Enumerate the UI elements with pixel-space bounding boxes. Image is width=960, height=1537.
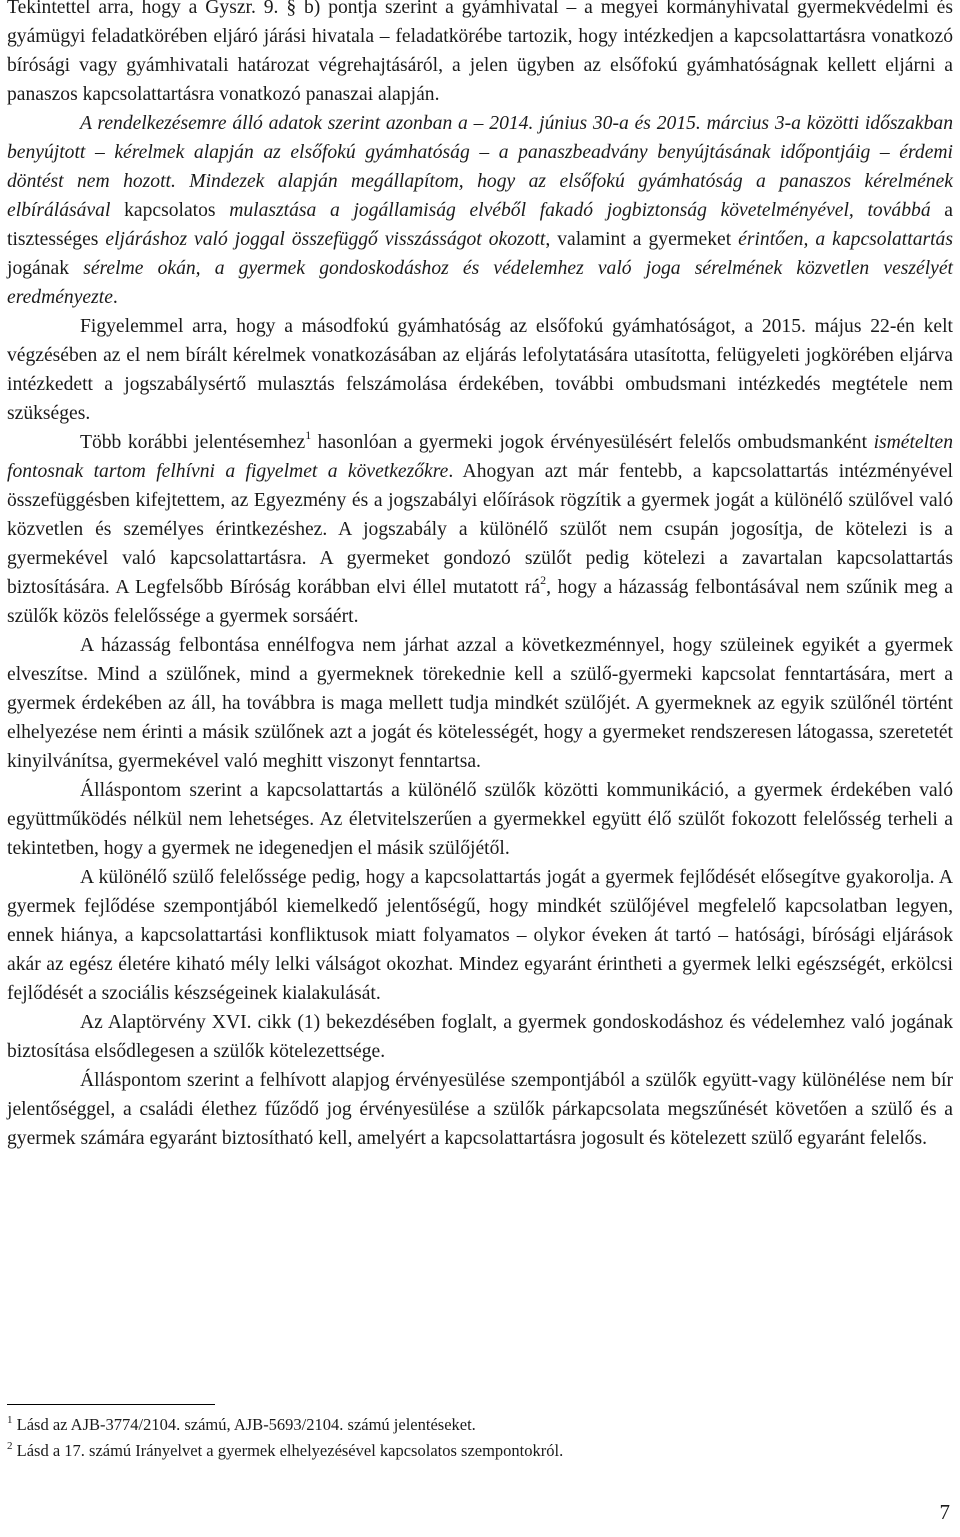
p4-italic-c: ismételten fontosnak tartom felhívni a figyelmet a következőkre xyxy=(7,432,953,482)
paragraph-5: A házasság felbontása ennélfogva nem járhat azzal a következménnyel, hogy szüleinek egyikét a gyermek elveszítse. Mind a szülőnek, mind a gyermeknek törekednie kell a szülő-gyermeki kapcsolat fenntartására, mert a gyermek érdekében az áll, ha továbbra is maga mellett tudja mindkét szülőjét. A gyermeknek az egyik szülőnél történt elhelyezése nem érinti a másik szülőnek azt a jogát és kötelességét, hogy a gyermeket rendszeresen látogassa, szeretetét kinyilvánítsa, gyermekével való meghitt viszonyt fenntartsa. xyxy=(7,635,953,772)
footnote-2 xyxy=(7,1438,953,1464)
paragraph-6: Álláspontom szerint a kapcsolattartás a különélő szülők közötti kommunikáció, a gyermek érdekében való együttműködés nélkül nem lehetséges. Az életvitelszerűen a gyermekkel együtt élő szülőt fokozott felelősség terheli a tekintetben, hogy a gyermek ne idegenedjen el másik szülőjétől. xyxy=(7,780,953,859)
document-body xyxy=(7,0,953,1153)
footnote-1 xyxy=(7,1412,953,1438)
p4-text-e: , hogy a házasság felbontásával nem szűnik meg a szülők közös felelőssége a gyermek sorsáért. xyxy=(7,577,953,627)
footnote-number: 2 xyxy=(7,1440,13,1452)
footnote-text: Lásd az AJB-3774/2104. számú, AJB-5693/2104. számú jelentéseket. xyxy=(12,1415,476,1434)
paragraph-2 xyxy=(7,109,953,312)
p2-text-j: jogának xyxy=(7,258,84,279)
p2-italic-g: eljáráshoz való joggal összefüggő visszásságot okozott xyxy=(105,229,546,250)
p2-text-c: Mindezek alapján megállapítom, hogy az elsőfokú gyámhatóság a panaszos kérelmének elbírálásával xyxy=(7,171,954,221)
footnote-separator xyxy=(7,1404,215,1405)
footnote-ref-2[interactable]: 2 xyxy=(540,573,547,587)
footnote-text: Lásd a 17. számú Irányelvet a gyermek elhelyezésével kapcsolatos szempontokról. xyxy=(12,1441,564,1460)
paragraph-7: A különélő szülő felelőssége pedig, hogy a kapcsolattartás jogát a gyermek fejlődését elősegítve gyakorolja. A gyermek fejlődése szempontjából kiemelkedő jelentőségű, hogy mindkét szülőjével megfelelő kapcsolatban legyen, ennek hiánya, a kapcsolattartási konfliktusok miatt folyamatos – olykor éveken át tartó – hatósági, bírósági eljárások akár az egész életére kiható mély lelki válságot okozhat. Mindez egyaránt érintheti a gyermek lelki egészségét, erkölcsi fejlődését a szociális készségeinek kialakulását. xyxy=(7,867,953,1004)
p2-italic-i: érintően, a kapcsolattartás xyxy=(738,229,953,250)
paragraph-4 xyxy=(7,428,953,631)
p2-italic-a: A rendelkezésemre álló adatok szerint azonban a – 2014. június 30-a és 2015. március 3-a közötti időszakban benyújtott – kérelmek alapján az elsőfokú gyámhatóság – a pana xyxy=(7,113,953,163)
p4-text-b: hasonlóan a gyermeki jogok érvényesülésért felelős ombudsmanként xyxy=(311,432,874,453)
p4-text-d: . Ahogyan azt már fentebb, a kapcsolattartás intézményével összefüggésben kifejtettem, az Egyezmény és a jogszabályi előírások rögzítik a gyermek jogát a különélő szülővel való közvetlen és személyes érintkezéshez. A jogszabály a különélő szülőt nem csupán jogosítja, de kötelezi is a gyermekével való kapcsolattartásra. A gyermeket gondozó szülőt pedig kötelezi a zavartalan kapcsolattartás biztosítására. A Legfelsőbb Bíróság korábban elvi éllel mutatott rá xyxy=(7,461,953,598)
p2-text-d: kapcsolatos xyxy=(124,200,230,221)
paragraph-3: Figyelemmel arra, hogy a másodfokú gyámhatóság az elsőfokú gyámhatóságot, a 2015. május 22-én kelt végzésében az el nem bírált kérelmek vonatkozásában az eljárás lefolytatására utasította, felügyeleti jogkörében eljárva intézkedett a jogszabálysértő mulasztás felszámolása érdekében, további ombudsmani intézkedés megtétele nem szükséges. xyxy=(7,316,953,424)
paragraph-8: Az Alaptörvény XVI. cikk (1) bekezdésében foglalt, a gyermek gondoskodáshoz és védelemhez való jogának biztosítása elsődlegesen a szülők kötelezettsége. xyxy=(7,1012,953,1062)
footnotes xyxy=(7,1412,953,1464)
p2-text-b: szbeadvány benyújtásának időpontjáig – érdemi döntést nem hozott. xyxy=(7,142,953,192)
paragraph-1: Tekintettel arra, hogy a Gyszr. 9. § b) pontja szerint a gyámhivatal – a megyei kormányhivatal gyermekvédelmi és gyámügyi feladatkörében eljáró járási hivatala – feladatkörébe tartozik, hogy intézkedjen a kapcsolattartásra vonatkozó bírósági vagy gyámhivatali határozat végrehajtásáról, a jelen ügyben az elsőfokú gyámhatóságnak kellett eljárni a panaszos kapcsolattartásra vonatkozó panaszai alapján. xyxy=(7,0,953,105)
p2-text-f: a tisztességes xyxy=(7,200,953,250)
p2-italic-k: sérelme okán, a gyermek gondoskodáshoz és védelemhez való joga sérelmének közvetlen veszélyét eredményezte xyxy=(7,258,953,308)
footnote-ref-1[interactable]: 1 xyxy=(305,428,312,442)
p2-text-l: . xyxy=(112,287,118,308)
page-number: 7 xyxy=(939,1500,950,1524)
footnote-number: 1 xyxy=(7,1414,13,1426)
p2-italic-e: mulasztása a jogállamiság elvéből fakadó jogbiztonság követelményével, továbbá xyxy=(229,200,945,221)
p2-text-h: , valamint a gyermeket xyxy=(545,229,739,250)
p4-text-a: Több korábbi jelentésemhez xyxy=(80,432,306,453)
paragraph-9: Álláspontom szerint a felhívott alapjog érvényesülése szempontjából a szülők együtt-vagy különélése nem bír jelentőséggel, a családi élethez fűződő jog érvényesülése a szülők párkapcsolata megszűnését követően a szülő és a gyermek számára egyaránt biztosítható kell, amelyért a kapcsolattartásra jogosult és kötelezett szülő egyaránt felelős. xyxy=(7,1070,953,1149)
